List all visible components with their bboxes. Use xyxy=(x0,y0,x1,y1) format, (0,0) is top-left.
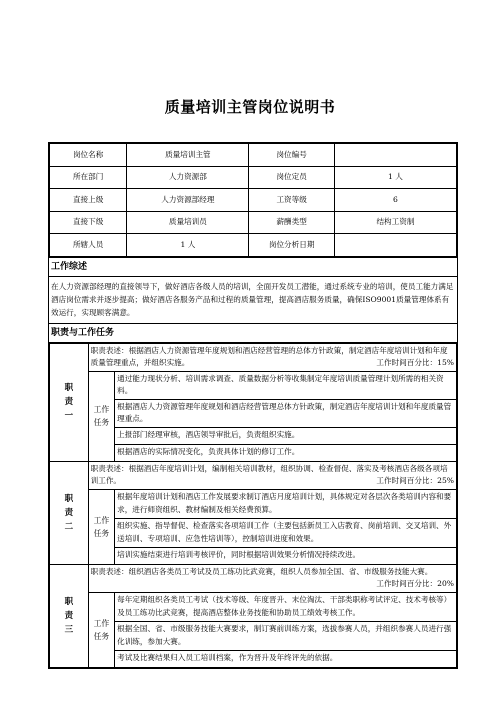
work-task-label: 工作 任务 xyxy=(88,489,114,564)
duty-label: 职 责 二 xyxy=(50,461,89,564)
duty-task: 通过能力现状分析、培训需求调查、质量数据分析等收集制定年度培训质量管理计划所需的相关资料。 xyxy=(115,371,457,399)
duty-label: 职 责 三 xyxy=(50,564,89,667)
work-task-label: 工作 任务 xyxy=(88,592,114,667)
info-row xyxy=(50,234,457,257)
duty-time-percent: 工作时间百分比：15% xyxy=(376,358,454,367)
duty-statement xyxy=(88,343,456,371)
duty-task: 根据年度培训计划和酒店工作发展要求制订酒店月度培训计划，具体规定对各层次各类培训内容和要求，进行师资组织、教材编制及相关经费预算。 xyxy=(115,489,457,518)
overview-heading: 工作综述 xyxy=(49,257,457,277)
info-label: 所辖人员 xyxy=(50,234,127,257)
info-value xyxy=(334,144,456,167)
info-row xyxy=(50,144,457,167)
info-label: 工资等级 xyxy=(249,189,334,212)
position-info-table xyxy=(49,143,457,257)
info-label: 薪酬类型 xyxy=(249,211,334,234)
duty-task: 每年定期组织各类员工考试（技术等级、年度晋升、末位淘汰、干部类职称考试评定、技术考核等）及员工练功比武竞赛，提高酒店整体业务技能和协助员工绩效考核工作。 xyxy=(115,592,457,621)
duty-task: 考试及比赛结果归入员工培训档案，作为晋升及年终评先的依据。 xyxy=(115,650,457,667)
duties-heading: 职责与工作任务 xyxy=(49,323,457,343)
page-title: 质量培训主管岗位说明书 xyxy=(164,98,336,116)
overview-text: 在人力资源部经理的直接领导下，做好酒店各级人员的培训，全面开发员工潜能，通过系统专业的培训，使员工能力满足酒店岗位需求并逐步提高；做好酒店各服务产品和过程的质量管理，提高酒店服务质量，确保ISO9001质量管理体系有效运行，实现顾客满意。 xyxy=(51,281,454,317)
duty-task: 根据酒店人力资源管理年度规划和酒店经营管理总体方针政策，制定酒店年度培训计划和年度质量管理重点。 xyxy=(115,399,457,427)
duty-task-row xyxy=(50,592,457,621)
info-label: 直接下级 xyxy=(50,211,127,234)
duty-statement-row xyxy=(50,461,457,489)
info-label: 岗位分析日期 xyxy=(249,234,334,257)
duty-task-row xyxy=(50,371,457,399)
duty-statement-text: 职责表述：组织酒店各类员工考试及员工练功比武竞赛，组织人员参加全国、省、市级服务技能大赛。 xyxy=(90,566,433,576)
duty-statement xyxy=(88,564,456,592)
duty-task: 培训实施结束进行培训考核评价，同时根据培训效果分析情况持续改进。 xyxy=(115,547,457,564)
duty-time-percent: 工作时间百分比：20% xyxy=(376,579,454,588)
info-row xyxy=(50,211,457,234)
info-label: 岗位定员 xyxy=(249,166,334,189)
duty-statement xyxy=(88,461,456,489)
duty-time-percent: 工作时间百分比：25% xyxy=(376,476,454,485)
info-label: 所在部门 xyxy=(50,166,127,189)
info-value: 1 人 xyxy=(334,166,456,189)
info-label: 直接上级 xyxy=(50,189,127,212)
duty-label: 职 责 一 xyxy=(50,343,89,461)
info-value: 人力资源部 xyxy=(127,166,249,189)
info-value: 结构工资制 xyxy=(334,211,456,234)
duty-task-row xyxy=(50,489,457,518)
duties-table xyxy=(49,343,457,668)
info-value: 人力资源部经理 xyxy=(127,189,249,212)
info-row xyxy=(50,189,457,212)
duty-task: 上报部门经理审核，酒店领导审批后，负责组织实施。 xyxy=(115,427,457,444)
info-value: 质量培训员 xyxy=(127,211,249,234)
info-row xyxy=(50,166,457,189)
info-value: 质量培训主管 xyxy=(127,144,249,167)
duty-task: 组织实施、指导督促、检查落实各项培训工作（主要包括新员工入店教育、岗前培训、交叉培训、外送培训、专项培训、应急性培训等），控制培训进度和效果。 xyxy=(115,518,457,547)
info-value: 1 人 xyxy=(127,234,249,257)
info-label: 岗位名称 xyxy=(50,144,127,167)
job-description-table xyxy=(48,142,458,669)
work-task-label: 工作 任务 xyxy=(88,371,114,461)
info-value: 6 xyxy=(334,189,456,212)
duty-task: 根据酒店的实际情况变化，负责具体计划的修订工作。 xyxy=(115,444,457,461)
duty-statement-row xyxy=(50,564,457,592)
duty-task: 根据全国、省、市级服务技能大赛要求，制订赛前训练方案，选拔参赛人员，并组织参赛人员进行强化训练，参加大赛。 xyxy=(115,621,457,650)
duty-statement-row xyxy=(50,343,457,371)
duty-statement-text: 职责表述：根据酒店人力资源管理年度规划和酒店经营管理的总体方针政策，制定酒店年度培训计划和年度质量管理重点，并组织实施。 xyxy=(90,345,448,367)
duty-statement-text: 职责表述：根据酒店年度培训计划，编制相关培训教材，组织协调、检查督促、落实及考核酒店各级各项培训工作。 xyxy=(90,463,448,485)
info-label: 岗位编号 xyxy=(249,144,334,167)
info-value xyxy=(334,234,456,257)
